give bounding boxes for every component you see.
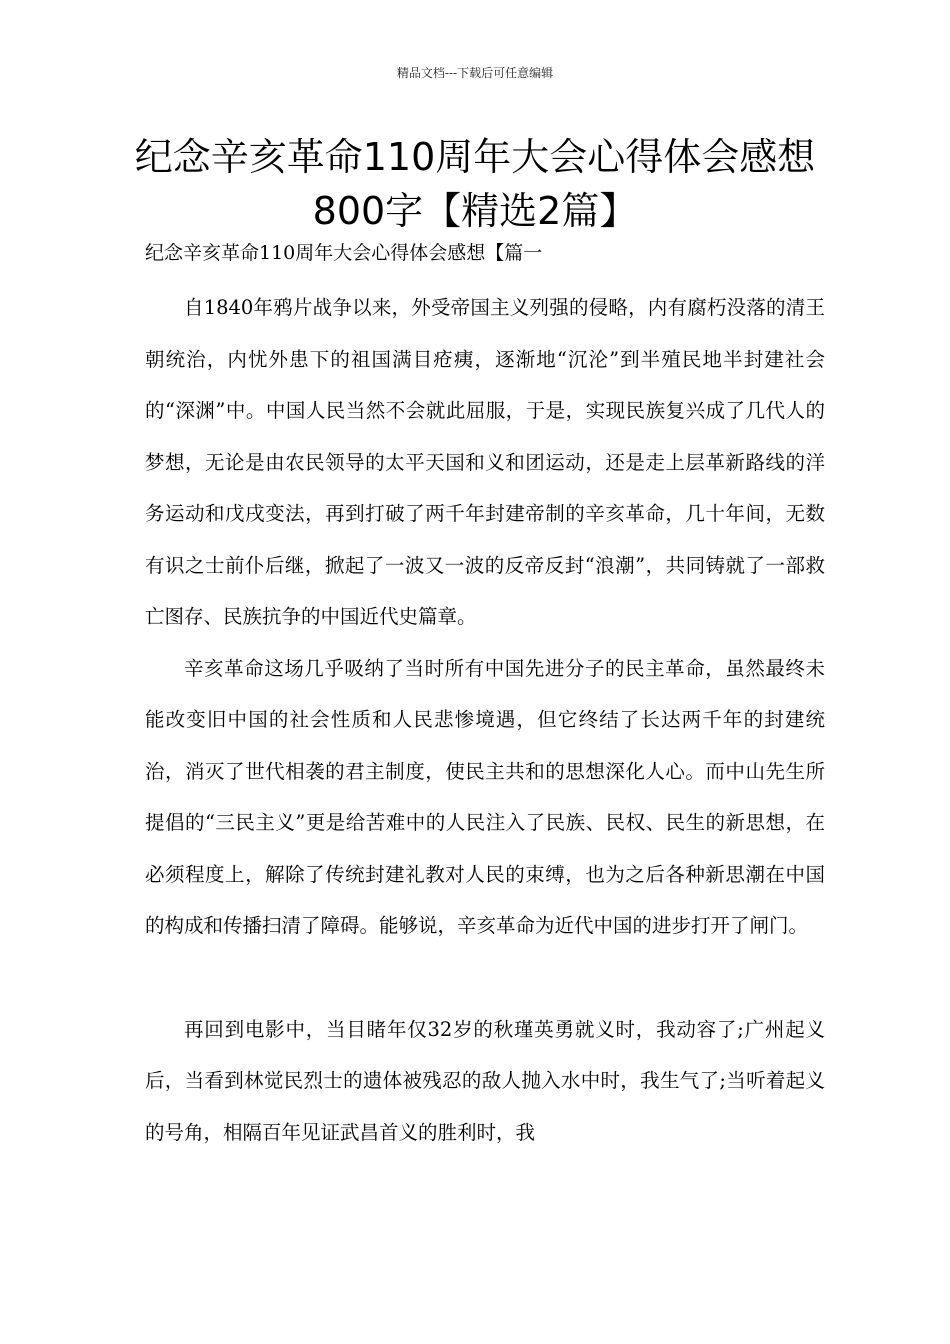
paragraph-3: 再回到电影中，当目睹年仅32岁的秋瑾英勇就义时，我动容了;广州起义后，当看到林觉民烈士的遗体被残忍的敌人抛入水中时，我生气了;当听着起义的号角，相隔百年见证武昌首义的胜利时，我 [145, 1017, 825, 1144]
document-title: 纪念辛亥革命110周年大会心得体会感想800字【精选2篇】 [134, 135, 816, 233]
document-body [145, 282, 825, 1158]
section-heading: 纪念辛亥革命110周年大会心得体会感想【篇一 [145, 242, 543, 264]
paragraph-1: 自1840年鸦片战争以来，外受帝国主义列强的侵略，内有腐朽没落的清王朝统治，内忧外患下的祖国满目疮痍，逐渐地“沉沦”到半殖民地半封建社会的“深渊”中。中国人民当然不会就此屈服，于是，实现民族复兴成了几代人的梦想，无论是由农民领导的太平天国和义和团运动，还是走上层革新路线的洋务运动和戊戌变法，再到打破了两千年封建帝制的辛亥革命，几十年间，无数有识之士前仆后继，掀起了一波又一波的反帝反封“浪潮”，共同铸就了一部救亡图存、民族抗争的中国近代史篇章。 [145, 296, 825, 628]
paragraph-2: 辛亥革命这场几乎吸纳了当时所有中国先进分子的民主革命，虽然最终未能改变旧中国的社会性质和人民悲惨境遇，但它终结了长达两千年的封建统治，消灭了世代相袭的君主制度，使民主共和的思想深化人心。而中山先生所提倡的“三民主义”更是给苦难中的人民注入了民族、民权、民生的新思想，在必须程度上，解除了传统封建礼教对人民的束缚，也为之后各种新思潮在中国的构成和传播扫清了障碍。能够说，辛亥革命为近代中国的进步打开了闸门。 [145, 656, 825, 937]
page-header-note: 精品文档---下载后可任意编辑 [396, 66, 554, 80]
